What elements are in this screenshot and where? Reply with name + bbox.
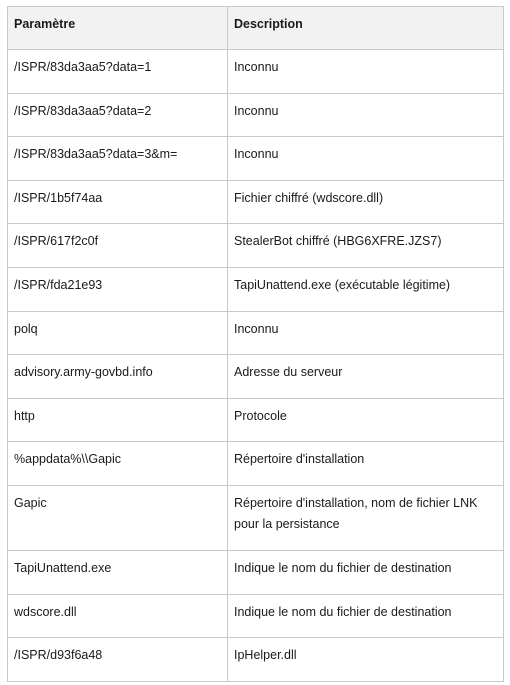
description-cell: Adresse du serveur [228, 355, 504, 399]
parameter-cell: TapiUnattend.exe [8, 550, 228, 594]
table-header-row [8, 7, 504, 50]
description-cell: Répertoire d'installation [228, 442, 504, 486]
parameter-cell: /ISPR/83da3aa5?data=3&m= [8, 137, 228, 181]
description-cell: Répertoire d'installation, nom de fichier LNK pour la persistance [228, 485, 504, 550]
description-cell: Indique le nom du fichier de destination [228, 594, 504, 638]
header-description: Description [228, 7, 504, 50]
description-cell: Inconnu [228, 50, 504, 94]
parameter-cell: /ISPR/83da3aa5?data=2 [8, 93, 228, 137]
table-row [8, 311, 504, 355]
header-parametre: Paramètre [8, 7, 228, 50]
table-row [8, 267, 504, 311]
table-row [8, 398, 504, 442]
table-row [8, 355, 504, 399]
table-row [8, 442, 504, 486]
description-cell: Indique le nom du fichier de destination [228, 550, 504, 594]
parameters-table [7, 6, 504, 682]
parameter-cell: /ISPR/fda21e93 [8, 267, 228, 311]
description-cell: Protocole [228, 398, 504, 442]
parameter-cell: wdscore.dll [8, 594, 228, 638]
parameter-cell: Gapic [8, 485, 228, 550]
parameter-cell: /ISPR/1b5f74aa [8, 180, 228, 224]
parameters-table-container [7, 6, 503, 682]
description-cell: Fichier chiffré (wdscore.dll) [228, 180, 504, 224]
description-cell: StealerBot chiffré (HBG6XFRE.JZS7) [228, 224, 504, 268]
parameter-cell: polq [8, 311, 228, 355]
description-cell: Inconnu [228, 137, 504, 181]
description-cell: IpHelper.dll [228, 638, 504, 682]
parameter-cell: /ISPR/d93f6a48 [8, 638, 228, 682]
description-cell: Inconnu [228, 93, 504, 137]
table-row [8, 638, 504, 682]
description-cell: Inconnu [228, 311, 504, 355]
table-row [8, 180, 504, 224]
table-row [8, 550, 504, 594]
table-row [8, 485, 504, 550]
table-row [8, 137, 504, 181]
table-row [8, 93, 504, 137]
parameter-cell: http [8, 398, 228, 442]
parameter-cell: advisory.army-govbd.info [8, 355, 228, 399]
parameter-cell: %appdata%\\Gapic [8, 442, 228, 486]
parameter-cell: /ISPR/83da3aa5?data=1 [8, 50, 228, 94]
description-cell: TapiUnattend.exe (exécutable légitime) [228, 267, 504, 311]
table-row [8, 224, 504, 268]
table-row [8, 594, 504, 638]
table-row [8, 50, 504, 94]
parameter-cell: /ISPR/617f2c0f [8, 224, 228, 268]
